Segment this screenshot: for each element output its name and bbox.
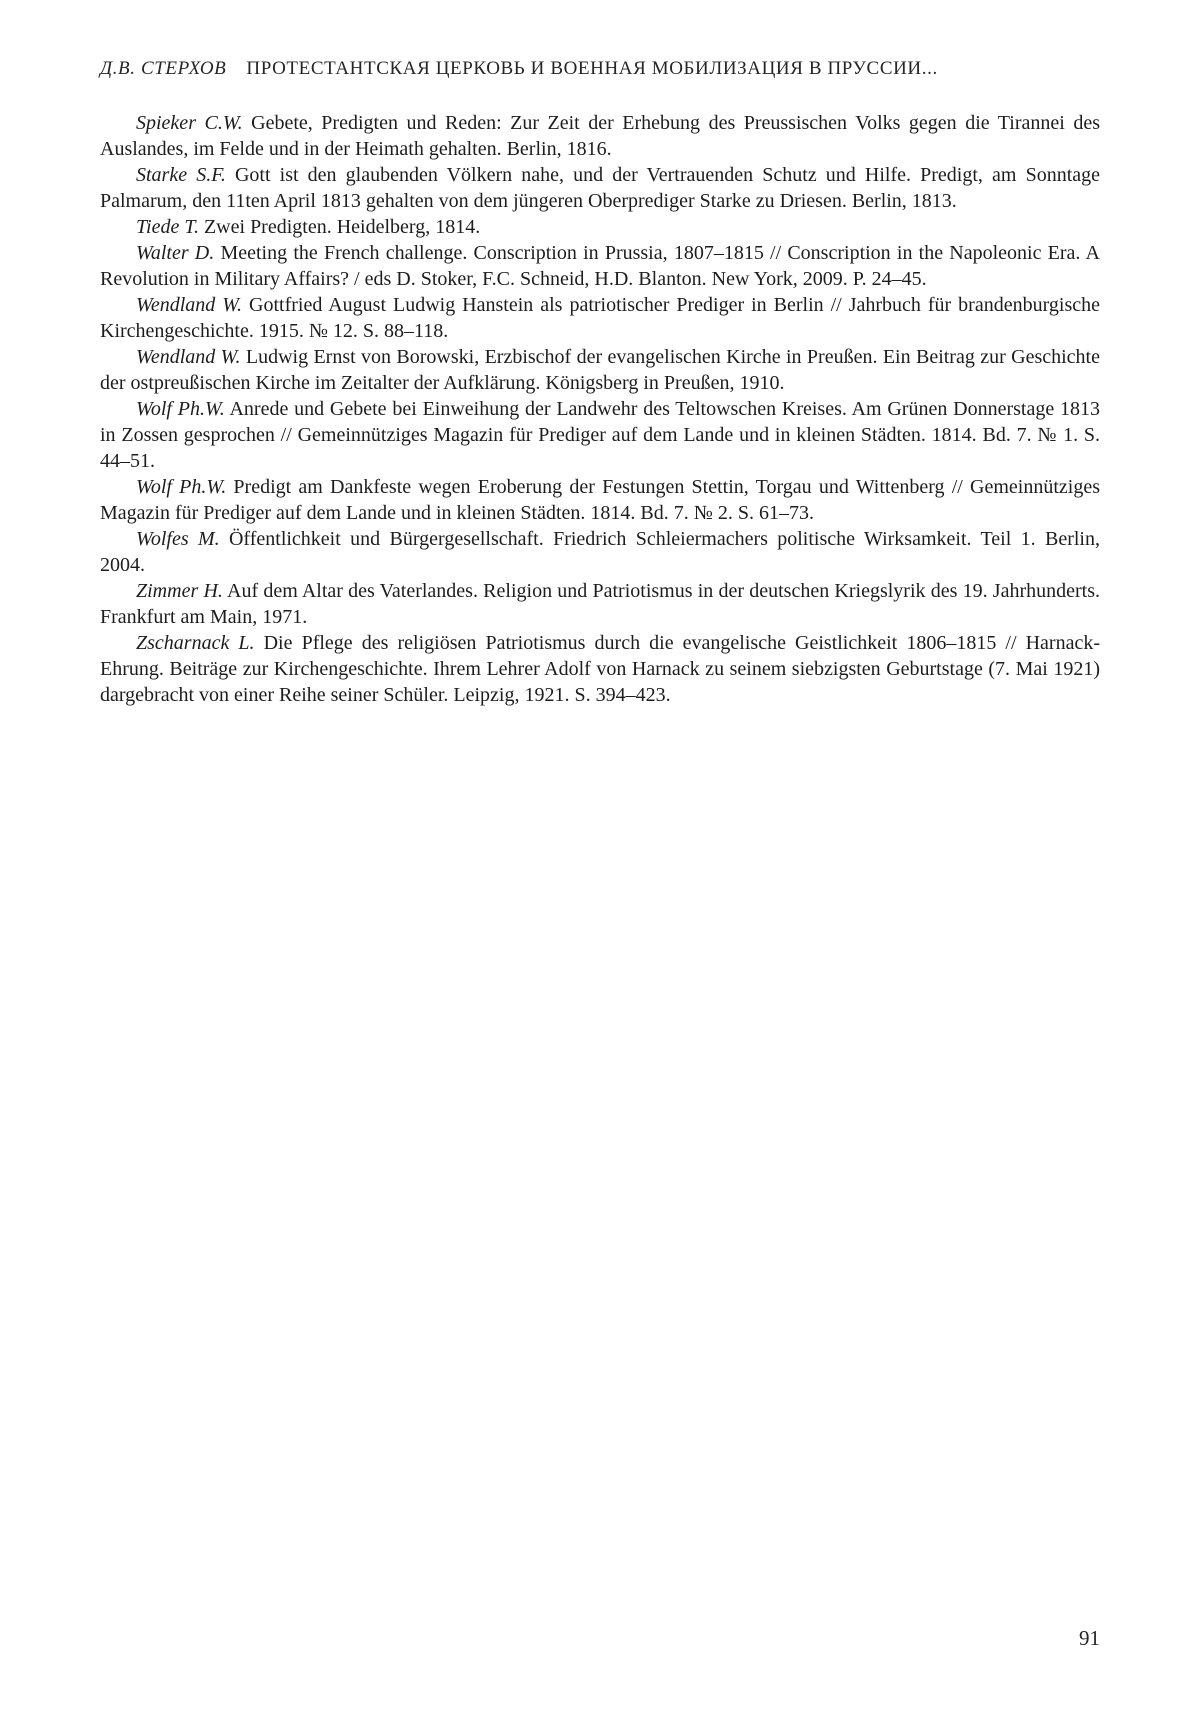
reference-text: Anrede und Gebete bei Einweihung der Landwehr des Teltowschen Kreises. Am Grünen Donnerstage 1813 in Zossen gesprochen // Gemeinnütziges Magazin für Prediger auf dem Lande und in kleinen Städten. 1814. Bd. 7. № 1. S. 44–51. (100, 398, 1100, 472)
references-list (100, 110, 1100, 708)
page-footer (1079, 1626, 1100, 1651)
reference-entry (100, 292, 1100, 344)
reference-text: Gottfried August Ludwig Hanstein als patriotischer Prediger in Berlin // Jahrbuch für brandenburgische Kirchengeschichte. 1915. № 12. S. 88–118. (100, 294, 1100, 342)
reference-author: Wendland W. (136, 294, 243, 316)
reference-entry (100, 526, 1100, 578)
reference-author: Tiede T. (136, 216, 199, 238)
running-header (100, 58, 1100, 80)
reference-author: Wolfes M. (136, 528, 220, 550)
reference-text: Öffentlichkeit und Bürgergesellschaft. Friedrich Schleiermachers politische Wirksamkeit. Teil 1. Berlin, 2004. (100, 528, 1100, 576)
header-author: Д.В. СТЕРХОВ (100, 58, 227, 79)
reference-text: Predigt am Dankfeste wegen Eroberung der Festungen Stettin, Torgau und Wittenberg // Gemeinnütziges Magazin für Prediger auf dem Lande und in kleinen Städten. 1814. Bd. 7. № 2. S. 61–73. (100, 476, 1100, 524)
reference-text: Gott ist den glaubenden Völkern nahe, und der Vertrauenden Schutz und Hilfe. Predigt, am Sonntage Palmarum, den 11ten April 1813 gehalten von dem jüngeren Oberprediger Starke zu Driesen. Berlin, 1813. (100, 164, 1101, 212)
reference-entry (100, 474, 1100, 526)
reference-author: Starke S.F. (136, 164, 226, 186)
reference-entry (100, 578, 1100, 630)
reference-entry (100, 630, 1100, 708)
reference-entry (100, 214, 1100, 240)
reference-text: Auf dem Altar des Vaterlandes. Religion und Patriotismus in der deutschen Kriegslyrik des 19. Jahrhunderts. Frankfurt am Main, 1971. (100, 580, 1100, 628)
reference-entry (100, 110, 1100, 162)
reference-entry (100, 396, 1100, 474)
reference-text: Meeting the French challenge. Conscription in Prussia, 1807–1815 // Conscription in the Napoleonic Era. A Revolution in Military Affairs? / eds D. Stoker, F.C. Schneid, H.D. Blanton. New York, 2009. P. 24–45. (100, 242, 1100, 290)
reference-entry (100, 162, 1100, 214)
header-title: ПРОТЕСТАНТСКАЯ ЦЕРКОВЬ И ВОЕННАЯ МОБИЛИЗАЦИЯ В ПРУССИИ... (246, 58, 938, 79)
reference-author: Spieker C.W. (136, 112, 243, 134)
reference-text: Die Pflege des religiösen Patriotismus durch die evangelische Geistlichkeit 1806–1815 // Harnack-Ehrung. Beiträge zur Kirchengeschichte. Ihrem Lehrer Adolf von Harnack zu seinem siebzigsten Geburtstage (7. Mai 1921) dargebracht von einer Reihe seiner Schüler. Leipzig, 1921. S. 394–423. (100, 632, 1100, 706)
reference-author: Zscharnack L. (136, 632, 255, 654)
reference-author: Zimmer H. (136, 580, 223, 602)
reference-text: Gebete, Predigten und Reden: Zur Zeit der Erhebung des Preussischen Volks gegen die Tirannei des Auslandes, im Felde und in der Heimath gehalten. Berlin, 1816. (100, 112, 1100, 160)
reference-text: Zwei Predigten. Heidelberg, 1814. (198, 216, 481, 238)
reference-entry (100, 240, 1100, 292)
reference-text: Ludwig Ernst von Borowski, Erzbischof der evangelischen Kirche in Preußen. Ein Beitrag zur Geschichte der ostpreußischen Kirche im Zeitalter der Aufklärung. Königsberg in Preußen, 1910. (100, 346, 1100, 394)
reference-author: Wolf Ph.W. (136, 398, 225, 420)
reference-author: Walter D. (136, 242, 215, 264)
reference-author: Wendland W. (136, 346, 241, 368)
reference-author: Wolf Ph.W. (136, 476, 227, 498)
reference-entry (100, 344, 1100, 396)
page-number: 91 (1079, 1626, 1100, 1650)
